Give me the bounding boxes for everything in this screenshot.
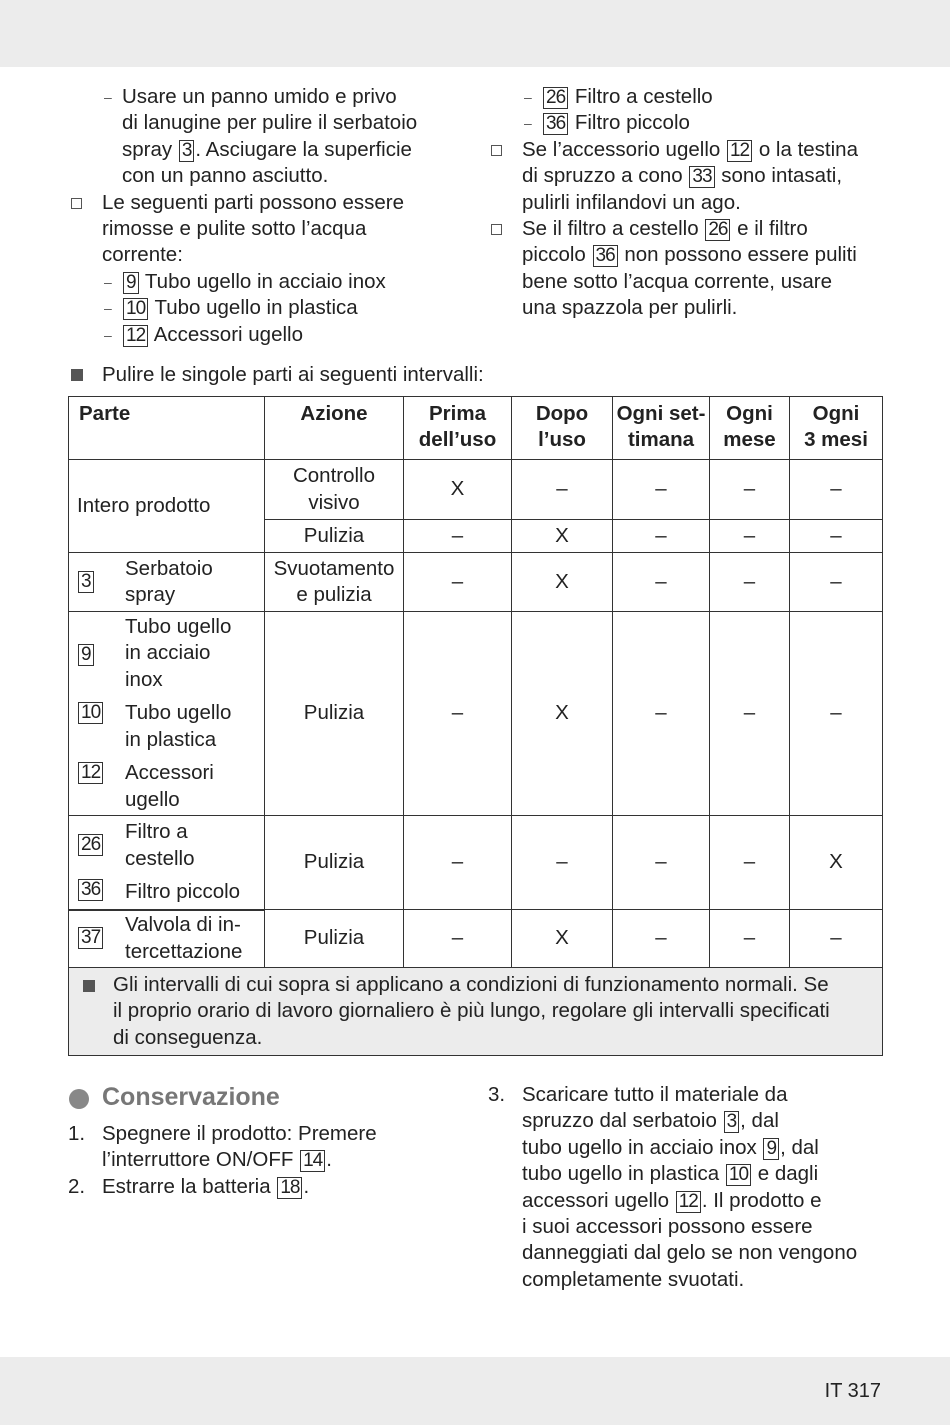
sub-item: – 36 Filtro piccolo [522,110,858,136]
step-1: 1. Spegnere il prodotto: Premere [68,1122,377,1145]
table-row: 26 Filtro a cestello 36 Filtro piccolo Pulizia – – – – X [69,816,883,910]
action-cell: Pulizia [265,910,404,968]
dash-icon: – [104,300,112,317]
part-serbatoio: 3 Serbatoio spray [69,553,265,612]
step-3: 3. Scaricare tutto il materiale da [488,1083,788,1106]
sub-item: – 26 Filtro a cestello [522,84,858,110]
table-note-row [69,968,883,1056]
page-number: IT 317 [824,1380,881,1402]
checkbox-square-icon [491,224,502,235]
sub-item: – 12 Accessori ugello [102,322,417,348]
section-bullet-icon [69,1089,89,1109]
header-dopo: Dopo l’uso [512,397,613,460]
dash-item: – Usare un panno umido e privo [102,84,417,110]
table-row: Pulizia – X – – – [69,520,883,553]
bullet-item: Se il filtro a cestello 26 e il filtro [522,216,858,242]
action-cell: Svuotamento e pulizia [265,553,404,612]
left-column: – Usare un panno umido e privo di lanugine per pulire il serbatoio spray 3 . Asciugare la superficie con un panno asciutto. Le seguenti parti possono essere rimosse e pulite sotto l’acqua corrente: – 9 Tubo ugello in acciaio inox – 10 Tubo ugello in plastica – 12 Accessori ugello [102,84,417,348]
header-mese: Ogni mese [710,397,790,460]
part-filtri: 26 Filtro a cestello 36 Filtro piccolo [69,816,265,910]
dash-icon: – [104,273,112,290]
bottom-band [0,1357,950,1425]
bullet-square-icon [71,369,83,381]
steps-left: 1. Spegnere il prodotto: Premere l’interruttore ON/OFF 14 . 2. Estrarre la batteria 18 . [102,1121,377,1200]
right-column: – 26 Filtro a cestello – 36 Filtro piccolo Se l’accessorio ugello 12 o la testina di spruzzo a cono 33 sono intasati, pulirli infilandovi un ago. Se il filtro a cestello 26 e il filtro piccolo 36 non possono essere puliti bene sotto l’acqua corrente, usare una spazzola per pulirli. [522,84,858,322]
table-note: Gli intervalli di cui sopra si applicano a condizioni di funzionamento normali. Se il proprio orario di lavoro giornaliero è più lungo, regolare gli intervalli specificati di conseguenza. [69,968,883,1056]
steps-right: 3. Scaricare tutto il materiale da spruzzo dal serbatoio 3 , dal tubo ugello in acciaio inox 9 , dal tubo ugello in plastica 10 e dagli accessori ugello 12 . Il prodotto e i suoi accessori possono essere danneggiati dal gelo se non vengono completamente svuotati. [488,1083,858,1291]
intro-line: Pulire le singole parti ai seguenti intervalli: [102,362,484,388]
maintenance-table [68,396,883,1056]
table-header [69,397,883,460]
sub-item: – 10 Tubo ugello in plastica [102,295,417,321]
header-prima: Prima dell’uso [404,397,512,460]
sub-item: – 9 Tubo ugello in acciaio inox [102,269,417,295]
header-3mesi: Ogni 3 mesi [790,397,883,460]
table-row: 9 Tubo ugello in acciaio inox 10 Tubo ugello in plastica 12 Accessori ugello Pulizia – X – – – [69,612,883,816]
bullet-item: Le seguenti parti possono essere [102,190,417,216]
part-intero: Intero prodotto [69,460,265,553]
bullet-square-icon [83,980,95,992]
dash-icon: – [104,89,112,105]
action-cell: Pulizia [265,816,404,910]
ref-badge: 3 [179,140,195,162]
section-title: Conservazione [102,1083,280,1111]
action-cell: Controllo visivo [265,460,404,520]
table-row: 37 Valvola di in- tercettazione Pulizia – X – – – [69,910,883,968]
header-azione: Azione [265,397,404,460]
dash-icon: – [524,115,532,132]
table-row: 3 Serbatoio spray Svuotamento e pulizia – X – – – [69,553,883,612]
top-band [0,0,950,67]
header-settimana: Ogni set- timana [613,397,710,460]
step-2: 2. Estrarre la batteria 18 . [68,1174,310,1198]
checkbox-square-icon [71,198,82,209]
action-cell: Pulizia [265,520,404,553]
part-ugelli: 9 Tubo ugello in acciaio inox 10 Tubo ugello in plastica 12 Accessori ugello [69,612,265,816]
checkbox-square-icon [491,145,502,156]
dash-icon: – [104,326,112,343]
dash-icon: – [524,89,532,105]
table-row: Intero prodotto Controllo visivo X – – – – [69,460,883,520]
header-parte: Parte [69,397,265,460]
bullet-item: Se l’accessorio ugello 12 o la testina [522,137,858,163]
action-cell: Pulizia [265,612,404,816]
part-valvola: 37 Valvola di in- tercettazione [69,910,265,968]
